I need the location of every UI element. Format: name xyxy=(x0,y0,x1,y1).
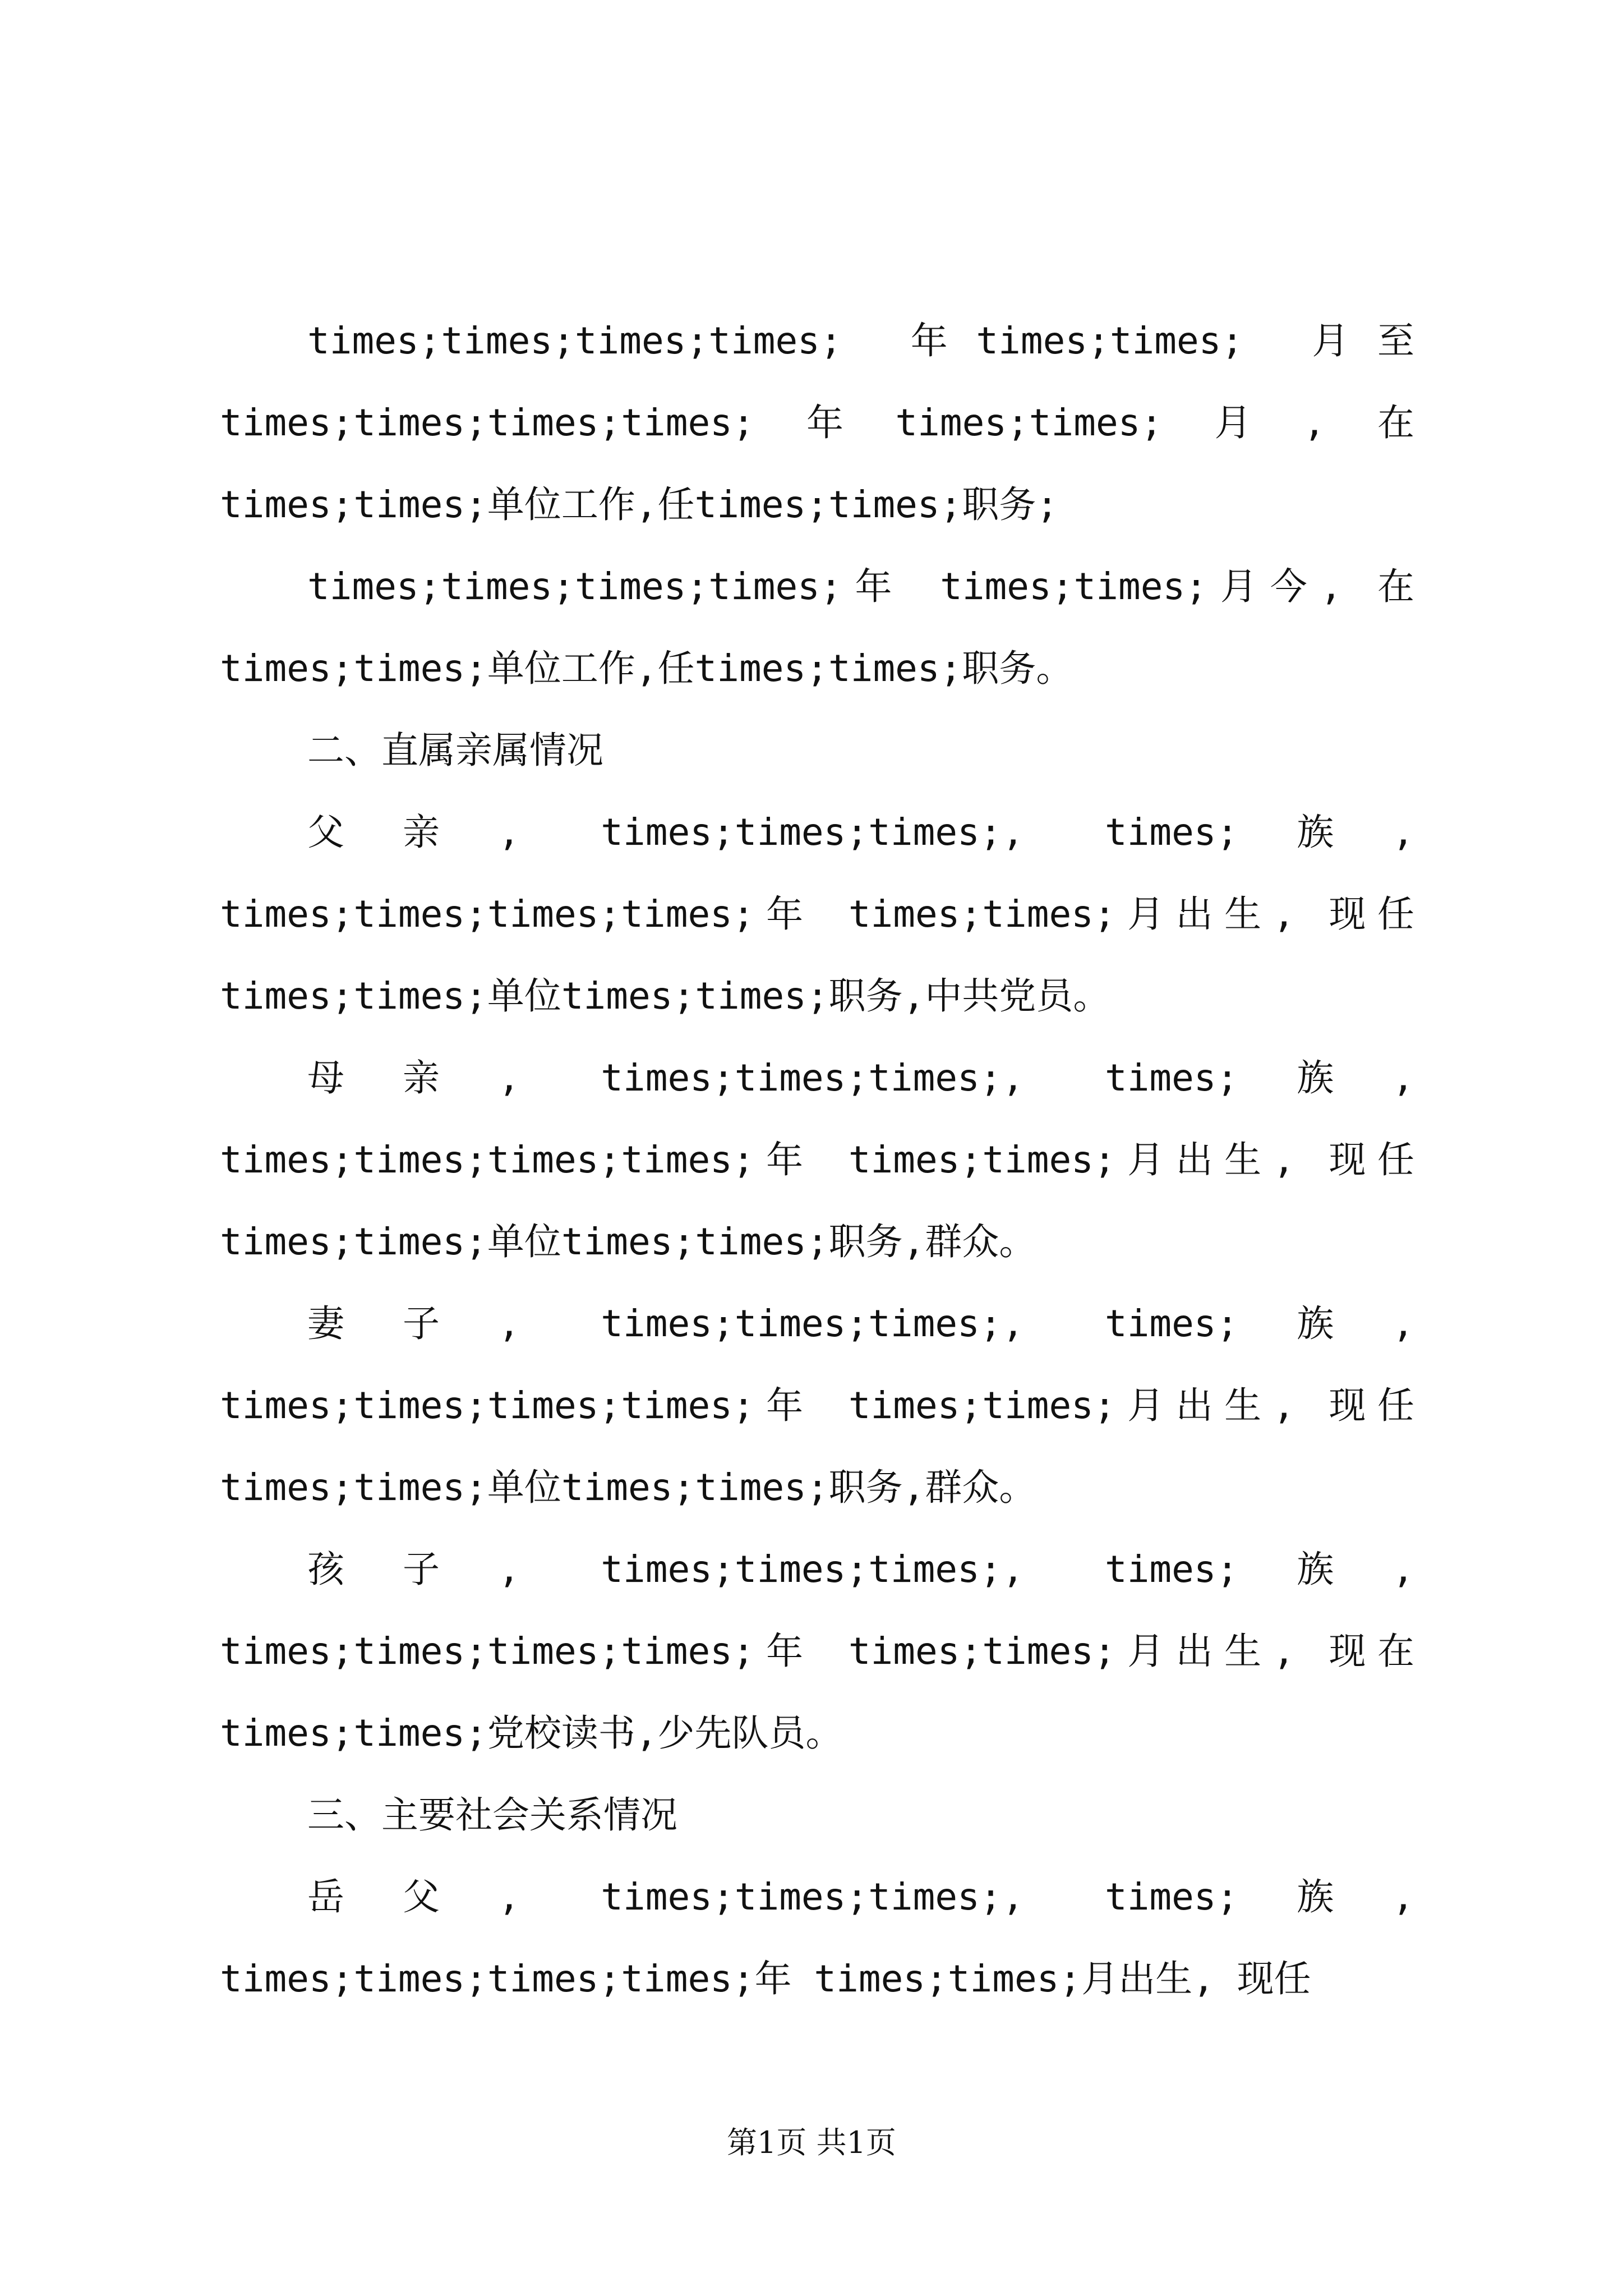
paragraph-father-in-law: 岳父, times;times;times;, times;族, times;times;times;times;年 times;times;月出生, 现任 xyxy=(220,1875,1414,2000)
page-footer: 第1页 共1页 xyxy=(727,2125,896,2160)
paragraph-father: 父亲, times;times;times;, times;族, times;times;times;times;年 times;times;月出生, 现任times;times;单位times;times;职务,中共党员。 xyxy=(220,811,1414,1018)
paragraph-work-history-1: times;times;times;times; 年 times;times; 月 至 times;times;times;times;年times;times;月,在times;times;单位工作,任times;times;职务; xyxy=(220,319,1414,526)
paragraph-work-history-2: times;times;times;times;年 times;times;月今, 在times;times;单位工作,任times;times;职务。 xyxy=(220,565,1414,690)
document-body xyxy=(220,300,1414,2020)
section-heading-social-relations: 三、主要社会关系情况 xyxy=(307,1793,677,1837)
paragraph-mother: 母亲, times;times;times;, times;族, times;times;times;times;年 times;times;月出生, 现任times;times;单位times;times;职务,群众。 xyxy=(220,1056,1414,1263)
paragraph-child: 孩子, times;times;times;, times;族, times;times;times;times;年 times;times;月出生, 现在times;times;党校读书,少先队员。 xyxy=(220,1548,1414,1755)
section-heading-immediate-family: 二、直属亲属情况 xyxy=(307,729,603,772)
paragraph-wife: 妻子, times;times;times;, times;族, times;times;times;times;年 times;times;月出生, 现任times;times;单位times;times;职务,群众。 xyxy=(220,1302,1414,1509)
